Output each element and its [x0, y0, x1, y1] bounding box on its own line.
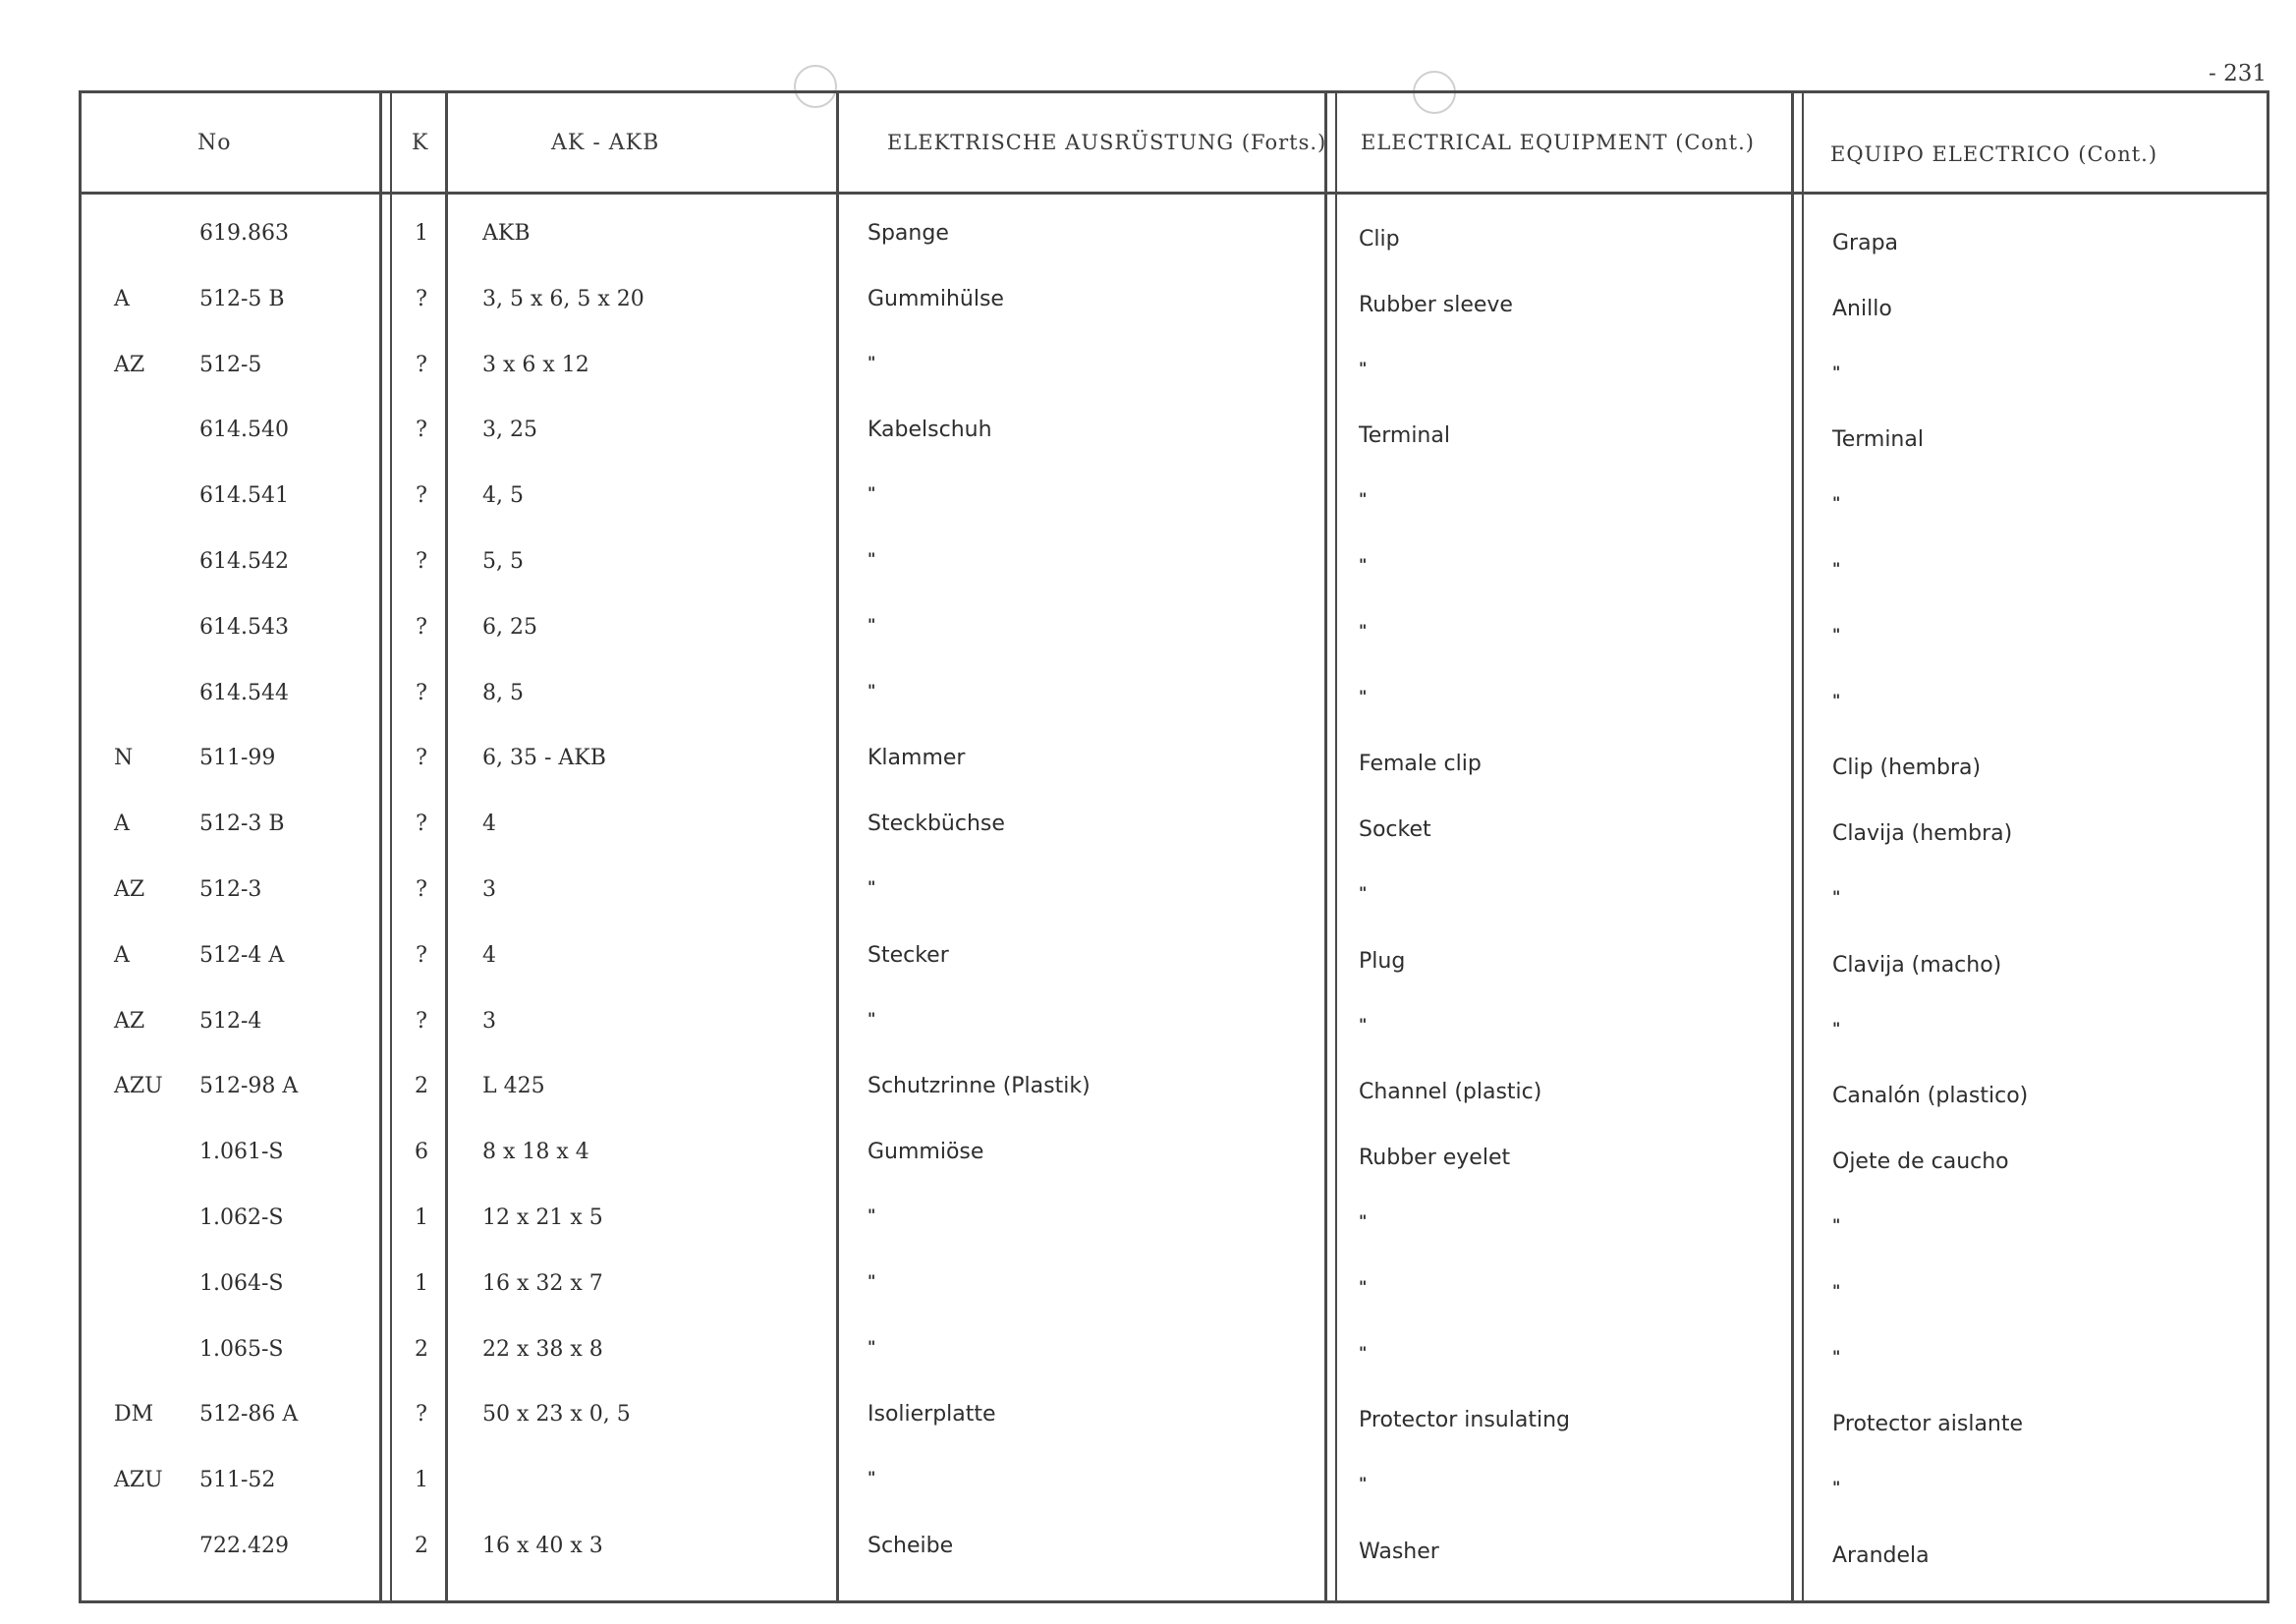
spanish-description: ": [1832, 1478, 1841, 1497]
german-description: Kabelschuh: [868, 418, 992, 443]
spanish-description: ": [1832, 1214, 1841, 1234]
spanish-description: ": [1832, 493, 1841, 513]
german-description: ": [868, 1204, 876, 1224]
english-description: Plug: [1359, 948, 1406, 974]
quantity: 2: [415, 1336, 428, 1362]
english-description: ": [1359, 882, 1368, 902]
dimensions: 3 x 6 x 12: [482, 352, 589, 377]
english-description: Protector insulating: [1359, 1408, 1570, 1433]
spanish-description: ": [1832, 1018, 1841, 1037]
part-number: 512-86 A: [199, 1402, 299, 1428]
dimensions: 16 x 32 x 7: [482, 1270, 603, 1296]
header-k: K: [412, 130, 429, 155]
spanish-description: Clavija (hembra): [1832, 821, 2013, 847]
part-number: 511-99: [199, 746, 276, 771]
part-prefix: AZ: [114, 1008, 145, 1034]
english-description: ": [1359, 686, 1368, 705]
quantity: ?: [416, 876, 427, 902]
header-english: ELECTRICAL EQUIPMENT (Cont.): [1361, 131, 1755, 154]
german-description: Schutzrinne (Plastik): [868, 1074, 1091, 1099]
english-description: Female clip: [1359, 752, 1482, 777]
part-number: 512-4 A: [199, 942, 285, 968]
header-spanish: EQUIPO ELECTRICO (Cont.): [1830, 142, 2158, 166]
part-prefix: DM: [114, 1402, 154, 1428]
german-description: ": [868, 614, 876, 634]
dimensions: 5, 5: [482, 548, 524, 574]
dimensions: 22 x 38 x 8: [482, 1336, 603, 1362]
english-description: ": [1359, 489, 1368, 509]
dimensions: 6, 35 - AKB: [482, 746, 606, 771]
english-description: ": [1359, 1014, 1368, 1034]
quantity: ?: [416, 483, 427, 509]
german-description: ": [868, 1336, 876, 1356]
german-description: ": [868, 1008, 876, 1028]
part-number: 512-3: [199, 876, 262, 902]
german-description: ": [868, 1270, 876, 1290]
table-row: [82, 1384, 2267, 1450]
english-description: ": [1359, 1474, 1368, 1493]
table-row: [82, 991, 2267, 1057]
quantity: ?: [416, 812, 427, 837]
part-prefix: AZ: [114, 876, 145, 902]
part-prefix: A: [114, 812, 130, 837]
dimensions: 12 x 21 x 5: [482, 1204, 603, 1230]
parts-table: [79, 90, 2269, 1603]
dimensions: 4: [482, 942, 496, 968]
dimensions: 8 x 18 x 4: [482, 1140, 589, 1165]
part-prefix: N: [114, 746, 134, 771]
part-number: 511-52: [199, 1468, 276, 1493]
table-row: [82, 1056, 2267, 1122]
english-description: Washer: [1359, 1539, 1439, 1564]
part-number: 619.863: [199, 221, 289, 246]
table-row: [82, 335, 2267, 401]
english-description: Channel (plastic): [1359, 1080, 1542, 1105]
spanish-description: ": [1832, 1346, 1841, 1366]
quantity: ?: [416, 286, 427, 311]
part-number: 1.062-S: [199, 1204, 284, 1230]
spanish-description: Anillo: [1832, 296, 1892, 321]
quantity: ?: [416, 418, 427, 443]
part-prefix: A: [114, 942, 130, 968]
header-german: ELEKTRISCHE AUSRÜSTUNG (Forts.): [887, 131, 1327, 154]
dimensions: 4: [482, 812, 496, 837]
dimensions: 4, 5: [482, 483, 524, 509]
german-description: ": [868, 1468, 876, 1487]
table-body: [82, 203, 2267, 1582]
english-description: Rubber eyelet: [1359, 1146, 1511, 1171]
spanish-description: Canalón (plastico): [1832, 1084, 2029, 1109]
dimensions: 16 x 40 x 3: [482, 1533, 603, 1558]
table-row: [82, 663, 2267, 729]
spanish-description: ": [1832, 886, 1841, 906]
part-number: 512-98 A: [199, 1074, 299, 1099]
quantity: 2: [415, 1533, 428, 1558]
table-row: [82, 728, 2267, 794]
table-row: [82, 1319, 2267, 1385]
english-description: ": [1359, 1342, 1368, 1362]
german-description: ": [868, 680, 876, 700]
table-row: [82, 860, 2267, 925]
part-number: 614.543: [199, 614, 289, 640]
table-row: [82, 925, 2267, 991]
english-description: Clip: [1359, 227, 1400, 252]
german-description: Isolierplatte: [868, 1402, 996, 1428]
spanish-description: ": [1832, 690, 1841, 709]
table-row: [82, 532, 2267, 597]
table-row: [82, 1188, 2267, 1254]
part-number: 512-5 B: [199, 286, 285, 311]
part-number: 1.065-S: [199, 1336, 284, 1362]
part-number: 512-4: [199, 1008, 262, 1034]
quantity: ?: [416, 548, 427, 574]
german-description: ": [868, 876, 876, 896]
german-description: Gummiöse: [868, 1140, 984, 1165]
quantity: 1: [415, 221, 428, 246]
part-number: 614.540: [199, 418, 289, 443]
spanish-description: Protector aislante: [1832, 1412, 2024, 1437]
english-description: ": [1359, 1210, 1368, 1230]
part-number: 722.429: [199, 1533, 289, 1558]
table-row: [82, 1450, 2267, 1516]
header-no: No: [197, 130, 232, 155]
quantity: ?: [416, 352, 427, 377]
english-description: ": [1359, 554, 1368, 574]
dimensions: 3, 25: [482, 418, 537, 443]
table-row: [82, 1122, 2267, 1188]
german-description: ": [868, 548, 876, 568]
quantity: ?: [416, 746, 427, 771]
german-description: Scheibe: [868, 1533, 954, 1558]
part-number: 614.544: [199, 680, 289, 705]
quantity: ?: [416, 614, 427, 640]
german-description: Steckbüchse: [868, 812, 1005, 837]
german-description: Spange: [868, 221, 949, 246]
table-row: [82, 1254, 2267, 1319]
spanish-description: ": [1832, 558, 1841, 578]
spanish-description: ": [1832, 624, 1841, 644]
dimensions: 3: [482, 1008, 496, 1034]
quantity: 1: [415, 1204, 428, 1230]
table-row: [82, 794, 2267, 860]
table-row: [82, 269, 2267, 335]
dimensions: 3: [482, 876, 496, 902]
english-description: Terminal: [1359, 423, 1450, 449]
english-description: ": [1359, 358, 1368, 377]
quantity: ?: [416, 1402, 427, 1428]
table-row: [82, 1516, 2267, 1582]
german-description: ": [868, 483, 876, 503]
part-prefix: AZU: [114, 1468, 163, 1493]
english-description: ": [1359, 1276, 1368, 1296]
part-prefix: AZU: [114, 1074, 163, 1099]
spanish-description: Grapa: [1832, 231, 1899, 255]
table-row: [82, 466, 2267, 532]
part-number: 512-3 B: [199, 812, 285, 837]
german-description: Gummihülse: [868, 286, 1004, 311]
part-number: 614.542: [199, 548, 289, 574]
spanish-description: Clavija (macho): [1832, 952, 2002, 978]
spanish-description: Clip (hembra): [1832, 756, 1982, 781]
page-number: - 231: [2209, 61, 2267, 86]
german-description: Klammer: [868, 746, 966, 771]
dimensions: 8, 5: [482, 680, 524, 705]
table-row: [82, 597, 2267, 663]
quantity: 2: [415, 1074, 428, 1099]
spanish-description: Arandela: [1832, 1542, 1930, 1568]
english-description: Socket: [1359, 817, 1431, 843]
dimensions: 6, 25: [482, 614, 537, 640]
quantity: 1: [415, 1270, 428, 1296]
part-number: 512-5: [199, 352, 262, 377]
dimensions: 3, 5 x 6, 5 x 20: [482, 286, 644, 311]
spanish-description: Ojete de caucho: [1832, 1149, 2009, 1175]
header-ak-akb: AK - AKB: [551, 130, 660, 155]
part-prefix: A: [114, 286, 130, 311]
english-description: Rubber sleeve: [1359, 292, 1513, 317]
german-description: ": [868, 352, 876, 371]
dimensions: L 425: [482, 1074, 545, 1099]
part-prefix: AZ: [114, 352, 145, 377]
quantity: ?: [416, 680, 427, 705]
part-number: 1.064-S: [199, 1270, 284, 1296]
spanish-description: Terminal: [1832, 427, 1924, 453]
table-row: [82, 203, 2267, 269]
english-description: ": [1359, 620, 1368, 640]
german-description: Stecker: [868, 942, 949, 968]
dimensions: 50 x 23 x 0, 5: [482, 1402, 631, 1428]
part-number: 1.061-S: [199, 1140, 284, 1165]
quantity: 6: [415, 1140, 428, 1165]
quantity: 1: [415, 1468, 428, 1493]
spanish-description: ": [1832, 362, 1841, 381]
quantity: ?: [416, 942, 427, 968]
quantity: ?: [416, 1008, 427, 1034]
spanish-description: ": [1832, 1280, 1841, 1300]
part-number: 614.541: [199, 483, 289, 509]
table-row: [82, 400, 2267, 466]
dimensions: AKB: [482, 221, 531, 246]
